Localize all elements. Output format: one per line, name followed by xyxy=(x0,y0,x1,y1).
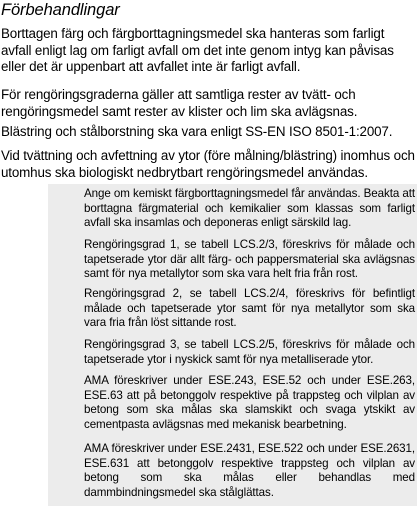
comment-paint-remover: Ange om kemiskt färgborttagningsmedel får användas. Beakta att borttagna färgmaterial och kemikalier som klassas som farligt avfall ska insamlas och deponeras enligt särskild lag. xyxy=(84,187,415,230)
paragraph-blasting-standard: Blästring och stålborstning ska vara enligt SS-EN ISO 8501-1:2007. xyxy=(1,124,393,139)
comment-cleaning-grade-2: Rengöringsgrad 2, se tabell LCS.2/4, föreskrivs för befintligt målade och tapetserade ytor samt för nya metallytor som ska vara fria från löst sittande rost. xyxy=(84,287,415,330)
comment-ama-concrete-floor: AMA föreskriver under ESE.243, ESE.52 och under ESE.263, ESE.63 att på betonggolv respektive på trappsteg och vilplan av betong som ska målas ska slamskikt och svaga ytskikt av cementpasta avlägsnas med mekanisk bearbetning. xyxy=(84,374,415,431)
comment-ama-steel-trowel: AMA föreskriver under ESE.2431, ESE.522 och under ESE.2631, ESE.631 att betonggolv respektive trappsteg och vilplan av betong som ska målas eller behandlas med dammbindningsmedel ska stålglättas. xyxy=(84,442,415,499)
guidance-comment-text xyxy=(48,184,417,506)
paragraph-hazardous-waste: Borttagen färg och färgborttagningsmedel ska hanteras som farligt avfall enligt lag om farligt avfall om det inte genom intyg kan påvisas eller det är uppenbart att avfallet inte är farligt avfall. xyxy=(1,26,394,75)
comment-cleaning-grade-3: Rengöringsgrad 3, se tabell LCS.2/5, föreskrivs för målade och tapetserade ytor i nyskick samt för nya metalliserade ytor. xyxy=(84,338,415,366)
paragraph-cleaning-grades: För rengöringsgraderna gäller att samtliga rester av tvätt- och rengöringsmedel samt rester av klister och lim ska avlägsnas. xyxy=(1,87,358,119)
paragraph-detergent: Vid tvättning och avfettning av ytor (före målning/blästring) inomhus och utomhus ska biologiskt nedbrytbart rengöringsmedel användas. xyxy=(1,148,415,180)
section-heading: Förbehandlingar xyxy=(1,1,120,19)
comment-cleaning-grade-1: Rengöringsgrad 1, se tabell LCS.2/3, föreskrivs för målade och tapetserade ytor där allt färg- och pappersmaterial ska avlägsnas samt för nya metallytor som ska vara helt fria från rost. xyxy=(84,238,415,281)
